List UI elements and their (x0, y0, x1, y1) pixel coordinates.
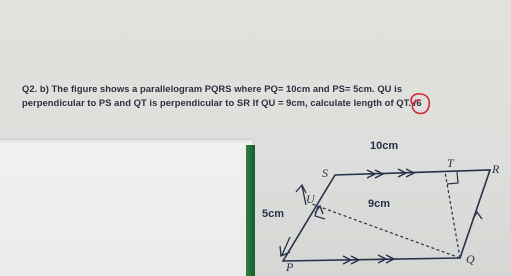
question-line-2 (22, 96, 492, 110)
question-line-1 (22, 82, 492, 96)
question-statement: The figure shows a parallelogram PQRS where PQ= 10cm and PS= 5cm. QU is (51, 83, 403, 94)
point-q-label: Q (466, 252, 475, 266)
lower-paper-sheet (0, 140, 252, 276)
question-statement-continued: perpendicular to PS and QT is perpendicular to SR If QU = 9cm, calculate length of QT. (22, 97, 412, 108)
point-r-label: R (492, 162, 500, 176)
point-p-label: P (286, 260, 294, 274)
height-length-label: 9cm (368, 198, 391, 210)
point-u-label: U (306, 192, 315, 206)
question-part: b) (39, 83, 49, 94)
top-length-label: 10cm (370, 140, 399, 152)
question-marks: /6 (413, 97, 422, 108)
question-text (22, 82, 492, 110)
green-binder-strip (246, 145, 255, 276)
paper-edge-shadow (0, 140, 250, 144)
point-t-label: T (447, 156, 454, 170)
point-s-label: S (322, 166, 328, 180)
question-number: Q2. (22, 83, 38, 94)
side-length-label: 5cm (262, 208, 285, 220)
